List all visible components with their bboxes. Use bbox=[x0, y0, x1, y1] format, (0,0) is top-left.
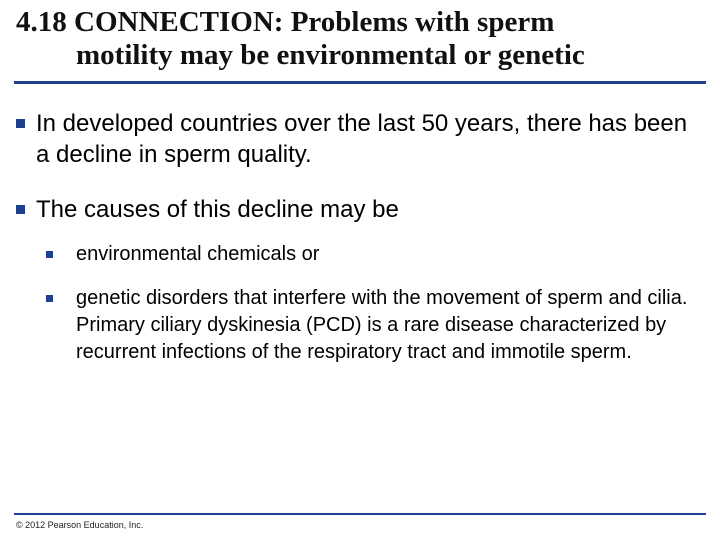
sub-bullet-item bbox=[46, 285, 696, 366]
bullet-text: In developed countries over the last 50 years, there has been a decline in sperm quality. bbox=[36, 110, 688, 168]
bullet-item bbox=[16, 194, 696, 225]
bullet-text: The causes of this decline may be bbox=[36, 196, 399, 223]
square-bullet-icon bbox=[16, 119, 25, 128]
title-line-2: motility may be environmental or genetic bbox=[76, 39, 585, 71]
sub-bullet-item bbox=[46, 241, 696, 268]
bullet-item bbox=[16, 108, 696, 170]
square-bullet-icon bbox=[46, 295, 53, 302]
title-divider bbox=[14, 81, 706, 84]
footer-divider bbox=[14, 513, 706, 515]
sub-bullet-list bbox=[16, 241, 696, 366]
title-line-1: 4.18 CONNECTION: Problems with sperm bbox=[16, 6, 555, 38]
square-bullet-icon bbox=[46, 251, 53, 258]
sub-bullet-text: environmental chemicals or bbox=[76, 243, 320, 265]
copyright-footer: © 2012 Pearson Education, Inc. bbox=[16, 520, 144, 530]
slide-title bbox=[16, 6, 706, 72]
sub-bullet-text: genetic disorders that interfere with the movement of sperm and cilia. Primary ciliary dyskinesia (PCD) is a rare disease characterized by recurrent infections of the respiratory tract and immotile sperm. bbox=[76, 287, 688, 363]
slide-body bbox=[16, 108, 696, 383]
square-bullet-icon bbox=[16, 205, 25, 214]
